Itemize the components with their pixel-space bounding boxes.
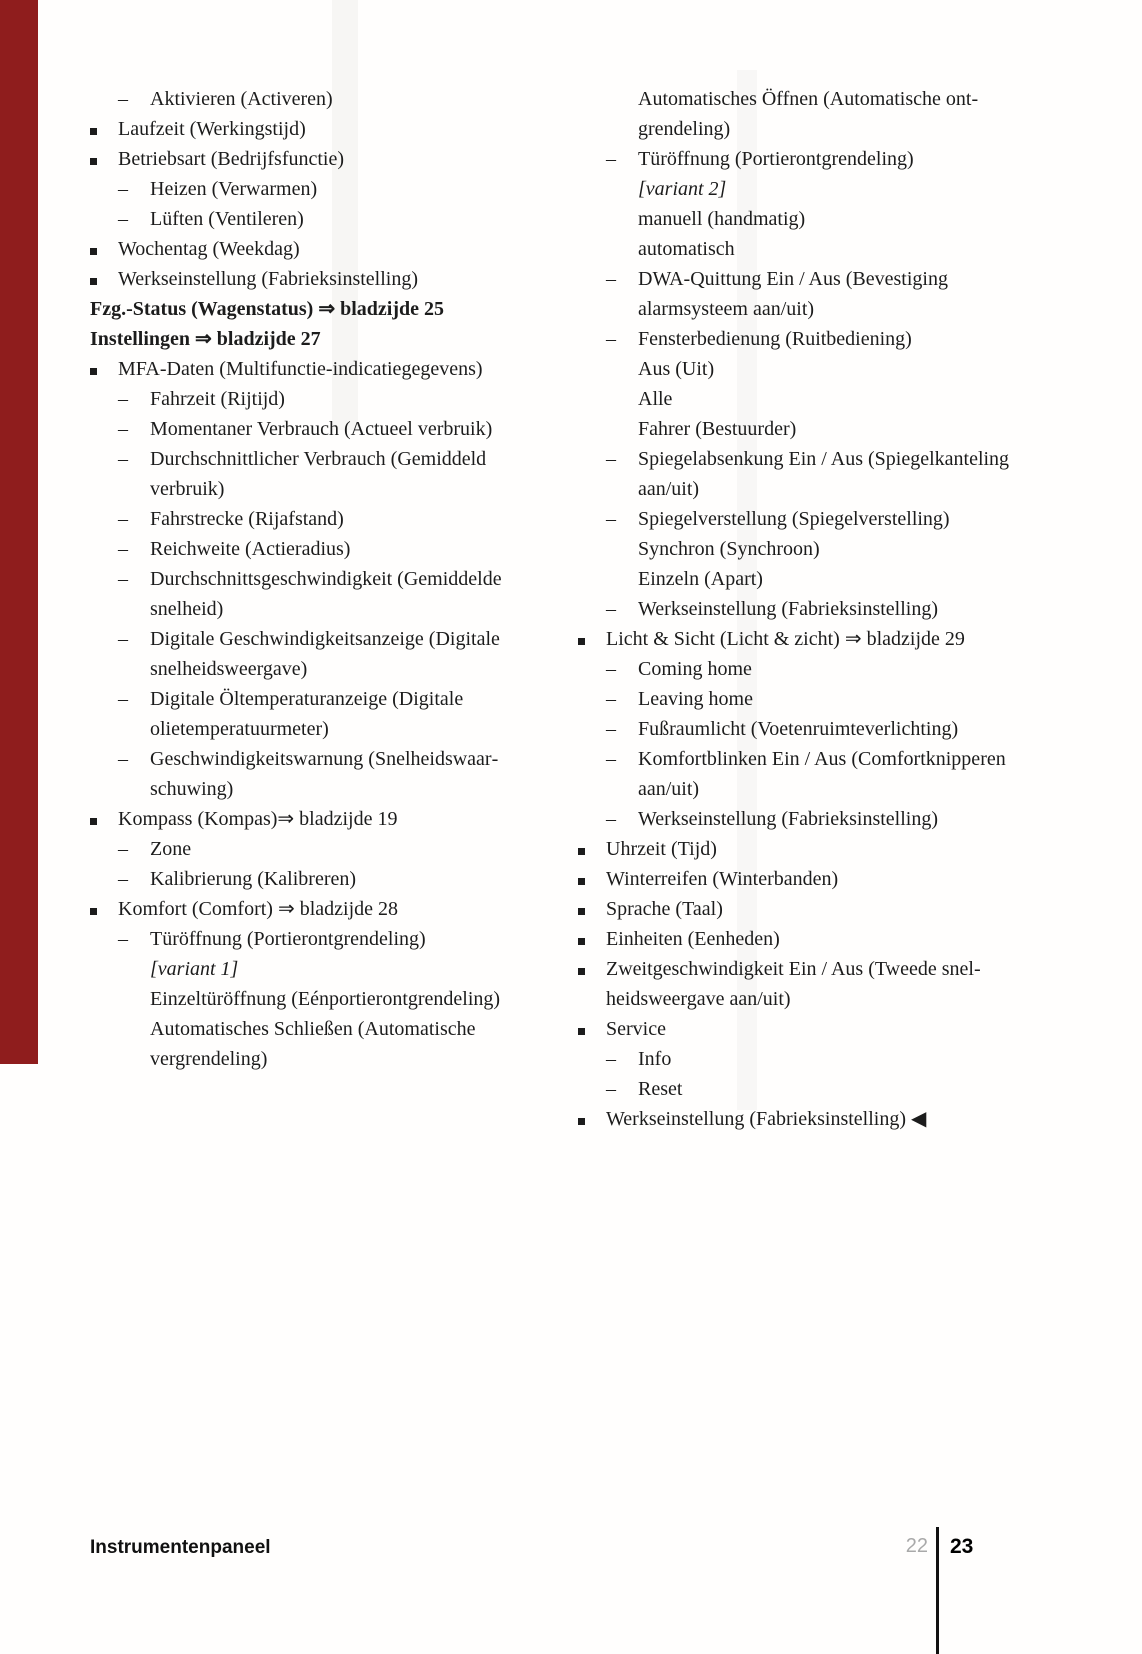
item-text: Fahrzeit (Rijtijd) bbox=[150, 388, 285, 410]
item-text: Fahrstrecke (Rijafstand) bbox=[150, 508, 344, 530]
square-bullet-icon bbox=[578, 1104, 606, 1134]
dash-bullet-icon: – bbox=[606, 598, 616, 620]
dash-bullet-icon: – bbox=[118, 568, 128, 590]
list-item bbox=[118, 834, 548, 864]
list-item bbox=[606, 264, 1046, 324]
list-item bbox=[90, 264, 548, 294]
item-text: Reichweite (Actieradius) bbox=[150, 538, 351, 560]
square-bullet-icon bbox=[578, 864, 606, 894]
list-item bbox=[578, 864, 1046, 894]
item-text: Fensterbedienung (Ruitbediening) bbox=[638, 328, 912, 350]
list-item bbox=[118, 174, 548, 204]
item-text: Werkseinstellung (Fabrieksinstelling) bbox=[118, 268, 418, 290]
list-item bbox=[118, 534, 548, 564]
right-column bbox=[578, 84, 1046, 1134]
list-item bbox=[90, 294, 548, 324]
list-item bbox=[606, 504, 1046, 534]
item-text: Digitale Öltemperaturanzeige (Digitale olietemperatuurmeter) bbox=[150, 688, 464, 740]
item-text: Service bbox=[606, 1018, 666, 1040]
item-text: Einheiten (Eenheden) bbox=[606, 928, 780, 950]
list-item bbox=[606, 534, 1046, 564]
list-item bbox=[118, 384, 548, 414]
list-item bbox=[606, 84, 1046, 144]
dash-bullet-icon: – bbox=[606, 448, 616, 470]
square-bullet-icon bbox=[90, 114, 118, 144]
list-item bbox=[606, 744, 1046, 804]
list-item bbox=[118, 924, 548, 954]
square-bullet-icon bbox=[90, 894, 118, 924]
list-item bbox=[606, 654, 1046, 684]
list-item bbox=[118, 744, 548, 804]
dash-bullet-icon: – bbox=[606, 688, 616, 710]
list-item bbox=[578, 834, 1046, 864]
square-bullet-icon bbox=[90, 354, 118, 384]
item-text: Kompass (Kompas)⇒ bladzijde 19 bbox=[118, 808, 398, 830]
page-number-current: 23 bbox=[950, 1535, 974, 1558]
list-item bbox=[90, 354, 548, 384]
list-item bbox=[90, 114, 548, 144]
dash-bullet-icon: – bbox=[606, 268, 616, 290]
list-item bbox=[606, 1044, 1046, 1074]
item-text: Fußraumlicht (Voetenruimteverlichting) bbox=[638, 718, 959, 740]
square-bullet-icon bbox=[90, 264, 118, 294]
square-bullet-icon bbox=[90, 144, 118, 174]
list-item bbox=[118, 84, 548, 114]
list-item bbox=[606, 144, 1046, 174]
item-text: Zweitgeschwindigkeit Ein / Aus (Tweede snelheidsweergave aan/uit) bbox=[606, 958, 981, 1010]
dash-bullet-icon: – bbox=[118, 628, 128, 650]
list-item bbox=[606, 1074, 1046, 1104]
dash-bullet-icon: – bbox=[606, 658, 616, 680]
item-text: Synchron (Synchroon) bbox=[638, 538, 820, 560]
dash-bullet-icon: – bbox=[118, 388, 128, 410]
item-text: Coming home bbox=[638, 658, 752, 680]
square-bullet-icon bbox=[578, 1014, 606, 1044]
item-text: Einzeln (Apart) bbox=[638, 568, 763, 590]
dash-bullet-icon: – bbox=[118, 928, 128, 950]
item-text: Lüften (Ventileren) bbox=[150, 208, 304, 230]
list-item bbox=[578, 1104, 1046, 1134]
list-item bbox=[606, 684, 1046, 714]
list-item bbox=[118, 684, 548, 744]
list-item bbox=[578, 624, 1046, 654]
footer-section-label: Instrumentenpaneel bbox=[90, 1537, 271, 1558]
list-item bbox=[118, 984, 548, 1014]
square-bullet-icon bbox=[578, 624, 606, 654]
dash-bullet-icon: – bbox=[606, 508, 616, 530]
list-item bbox=[118, 504, 548, 534]
square-bullet-icon bbox=[90, 234, 118, 264]
item-text: Automatisches Öffnen (Automatische ontgrendeling) bbox=[638, 88, 979, 140]
item-text: Durchschnittsgeschwindigkeit (Gemiddelde snelheid) bbox=[150, 568, 502, 620]
list-item bbox=[578, 954, 1046, 1014]
item-text: Komfortblinken Ein / Aus (Comfortknipperen aan/uit) bbox=[638, 748, 1006, 800]
list-item bbox=[90, 234, 548, 264]
list-item bbox=[606, 594, 1046, 624]
list-item bbox=[118, 1014, 548, 1074]
dash-bullet-icon: – bbox=[606, 1048, 616, 1070]
list-item bbox=[90, 144, 548, 174]
item-text: Spiegelabsenkung Ein / Aus (Spiegelkanteling aan/uit) bbox=[638, 448, 1010, 500]
list-item bbox=[606, 354, 1046, 384]
dash-bullet-icon: – bbox=[606, 808, 616, 830]
item-text: Werkseinstellung (Fabrieksinstelling) bbox=[638, 808, 938, 830]
item-text: Werkseinstellung (Fabrieksinstelling) ◀ bbox=[606, 1108, 927, 1130]
dash-bullet-icon: – bbox=[118, 868, 128, 890]
dash-bullet-icon: – bbox=[118, 88, 128, 110]
dash-bullet-icon: – bbox=[606, 718, 616, 740]
item-text: Aktivieren (Activeren) bbox=[150, 88, 333, 110]
list-item bbox=[118, 444, 548, 504]
item-text: automatisch bbox=[638, 238, 735, 260]
dash-bullet-icon: – bbox=[118, 178, 128, 200]
item-text: Werkseinstellung (Fabrieksinstelling) bbox=[638, 598, 938, 620]
list-item bbox=[118, 564, 548, 624]
item-text: MFA-Daten (Multifunctie-indicatiegegevens) bbox=[118, 358, 483, 380]
square-bullet-icon bbox=[578, 924, 606, 954]
dash-bullet-icon: – bbox=[118, 688, 128, 710]
list-item bbox=[118, 204, 548, 234]
list-item bbox=[606, 444, 1046, 504]
item-text: Fahrer (Bestuurder) bbox=[638, 418, 797, 440]
list-item bbox=[118, 954, 548, 984]
item-text: Komfort (Comfort) ⇒ bladzijde 28 bbox=[118, 898, 399, 920]
item-text: Kalibrierung (Kalibreren) bbox=[150, 868, 357, 890]
item-text: Automatisches Schließen (Automatische vergrendeling) bbox=[150, 1018, 476, 1070]
list-item bbox=[606, 714, 1046, 744]
list-item bbox=[90, 894, 548, 924]
list-item bbox=[578, 924, 1046, 954]
left-column bbox=[90, 84, 548, 1074]
item-text: Sprache (Taal) bbox=[606, 898, 723, 920]
item-text: Einzeltüröffnung (Eénportierontgrendeling) bbox=[150, 988, 501, 1010]
item-text: Heizen (Verwarmen) bbox=[150, 178, 318, 200]
item-text: [variant 1] bbox=[150, 958, 239, 980]
item-text: Licht & Sicht (Licht & zicht) ⇒ bladzijde 29 bbox=[606, 628, 965, 650]
list-item bbox=[578, 894, 1046, 924]
page-number-previous: 22 bbox=[905, 1535, 928, 1557]
square-bullet-icon bbox=[578, 894, 606, 924]
item-text: Instellingen ⇒ bladzijde 27 bbox=[90, 328, 321, 350]
list-item bbox=[90, 804, 548, 834]
square-bullet-icon bbox=[578, 954, 606, 984]
dash-bullet-icon: – bbox=[606, 748, 616, 770]
dash-bullet-icon: – bbox=[118, 418, 128, 440]
dash-bullet-icon: – bbox=[606, 148, 616, 170]
section-color-bar bbox=[0, 0, 38, 1064]
item-text: Alle bbox=[638, 388, 673, 410]
item-text: Wochentag (Weekdag) bbox=[118, 238, 300, 260]
item-text: Digitale Geschwindigkeitsanzeige (Digitale snelheidsweergave) bbox=[150, 628, 500, 680]
list-item bbox=[578, 1014, 1046, 1044]
item-text: Winterreifen (Winterbanden) bbox=[606, 868, 839, 890]
list-item bbox=[606, 384, 1046, 414]
list-item bbox=[606, 204, 1046, 234]
item-text: Uhrzeit (Tijd) bbox=[606, 838, 717, 860]
item-text: DWA-Quittung Ein / Aus (Bevestiging alarmsysteem aan/uit) bbox=[638, 268, 948, 320]
dash-bullet-icon: – bbox=[118, 448, 128, 470]
list-item bbox=[606, 324, 1046, 354]
item-text: Momentaner Verbrauch (Actueel verbruik) bbox=[150, 418, 493, 440]
item-text: Durchschnittlicher Verbrauch (Gemiddeld verbruik) bbox=[150, 448, 487, 500]
item-text: Türöffnung (Portierontgrendeling) bbox=[150, 928, 426, 950]
list-item bbox=[118, 624, 548, 684]
item-text: Info bbox=[638, 1048, 672, 1070]
dash-bullet-icon: – bbox=[118, 538, 128, 560]
list-item bbox=[90, 324, 548, 354]
dash-bullet-icon: – bbox=[606, 328, 616, 350]
item-text: Zone bbox=[150, 838, 192, 860]
item-text: Spiegelverstellung (Spiegelverstelling) bbox=[638, 508, 950, 530]
item-text: Aus (Uit) bbox=[638, 358, 715, 380]
item-text: Reset bbox=[638, 1078, 683, 1100]
dash-bullet-icon: – bbox=[118, 838, 128, 860]
list-item bbox=[118, 864, 548, 894]
item-text: manuell (handmatig) bbox=[638, 208, 806, 230]
item-text: Leaving home bbox=[638, 688, 753, 710]
list-item bbox=[606, 564, 1046, 594]
dash-bullet-icon: – bbox=[118, 508, 128, 530]
list-item bbox=[606, 234, 1046, 264]
item-text: [variant 2] bbox=[638, 178, 727, 200]
dash-bullet-icon: – bbox=[606, 1078, 616, 1100]
item-text: Geschwindigkeitswarnung (Snelheidswaarschuwing) bbox=[150, 748, 499, 800]
square-bullet-icon bbox=[90, 804, 118, 834]
page-number-divider bbox=[936, 1527, 939, 1654]
dash-bullet-icon: – bbox=[118, 208, 128, 230]
list-item bbox=[118, 414, 548, 444]
square-bullet-icon bbox=[578, 834, 606, 864]
item-text: Laufzeit (Werkingstijd) bbox=[118, 118, 306, 140]
list-item bbox=[606, 414, 1046, 444]
list-item bbox=[606, 804, 1046, 834]
dash-bullet-icon: – bbox=[118, 748, 128, 770]
item-text: Türöffnung (Portierontgrendeling) bbox=[638, 148, 914, 170]
list-item bbox=[606, 174, 1046, 204]
item-text: Betriebsart (Bedrijfsfunctie) bbox=[118, 148, 345, 170]
item-text: Fzg.-Status (Wagenstatus) ⇒ bladzijde 25 bbox=[90, 298, 444, 320]
